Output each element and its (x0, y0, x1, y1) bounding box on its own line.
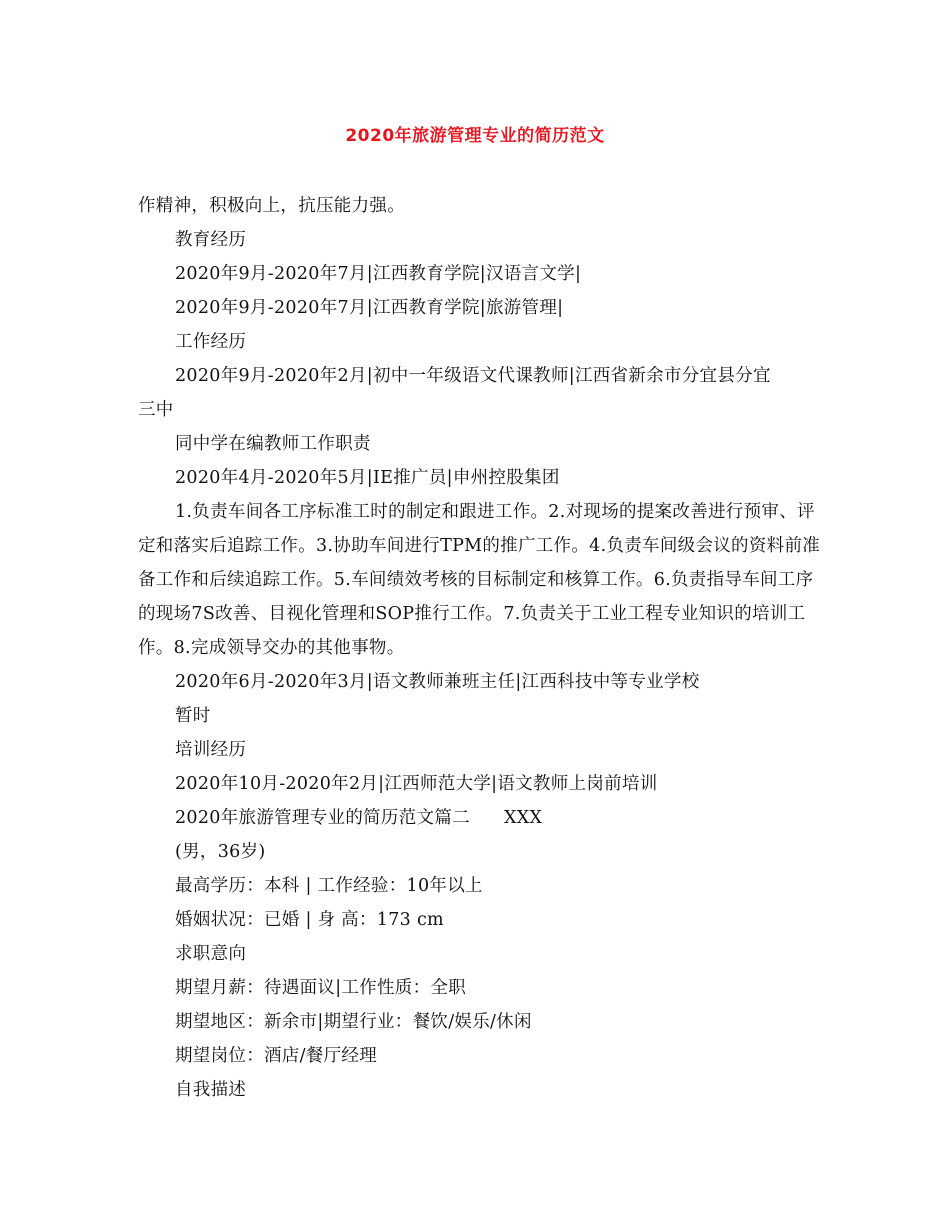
document-title: 2020年旅游管理专业的简历范文 (345, 126, 605, 146)
marital-height-line: 婚姻状况：已婚 | 身 高：173 cm (175, 910, 444, 930)
training-entry: 2020年10月-2020年2月|江西师范大学|语文教师上岗前培训 (175, 774, 658, 794)
work-entry: 2020年9月-2020年2月|初中一年级语文代课教师|江西省新余市分宜县分宜 (175, 366, 771, 386)
section-heading-job-intent: 求职意向 (175, 944, 247, 964)
section-heading-self-description: 自我描述 (175, 1080, 247, 1100)
work-entry: 2020年6月-2020年3月|语文教师兼班主任|江西科技中等专业学校 (175, 672, 700, 692)
document-body (138, 189, 828, 1107)
candidate-gender-age: (男，36岁) (175, 842, 266, 862)
expected-region-line: 期望地区：新余市|期望行业：餐饮/娱乐/休闲 (175, 1012, 532, 1032)
education-entry: 2020年9月-2020年7月|江西教育学院|旅游管理| (175, 298, 564, 318)
education-experience-line: 最高学历：本科 | 工作经验：10年以上 (175, 876, 483, 896)
expected-position-line: 期望岗位：酒店/餐厅经理 (175, 1046, 377, 1066)
text-line: 同中学在编教师工作职责 (175, 434, 371, 454)
resume-two-heading (138, 801, 828, 835)
resume-two-title: 2020年旅游管理专业的简历范文篇二 (175, 808, 470, 828)
candidate-name: XXX (503, 808, 543, 828)
work-entry: 2020年4月-2020年5月|IE推广员|申州控股集团 (175, 468, 560, 488)
text-line: 作精神，积极向上，抗压能力强。 (138, 196, 405, 216)
section-heading-work: 工作经历 (175, 332, 247, 352)
duties-paragraph: 1.负责车间各工序标准工时的制定和跟进工作。2.对现场的提案改善进行预审、评定和落实后追踪工作。3.协助车间进行TPM的推广工作。4.负责车间级会议的资料前准备工作和后续追踪工作。5.车间绩效考核的目标制定和核算工作。6.负责指导车间工序的现场7S改善、目视化管理和SOP推行工作。7.负责关于工业工程专业知识的培训工作。8.完成领导交办的其他事物。 (138, 502, 821, 658)
section-heading-training: 培训经历 (175, 740, 247, 760)
work-entry-continuation: 三中 (138, 400, 174, 420)
text-line: 暂时 (175, 706, 211, 726)
education-entry: 2020年9月-2020年7月|江西教育学院|汉语言文学| (175, 264, 582, 284)
section-heading-education: 教育经历 (175, 230, 247, 250)
expected-salary-line: 期望月薪：待遇面议|工作性质：全职 (175, 978, 466, 998)
